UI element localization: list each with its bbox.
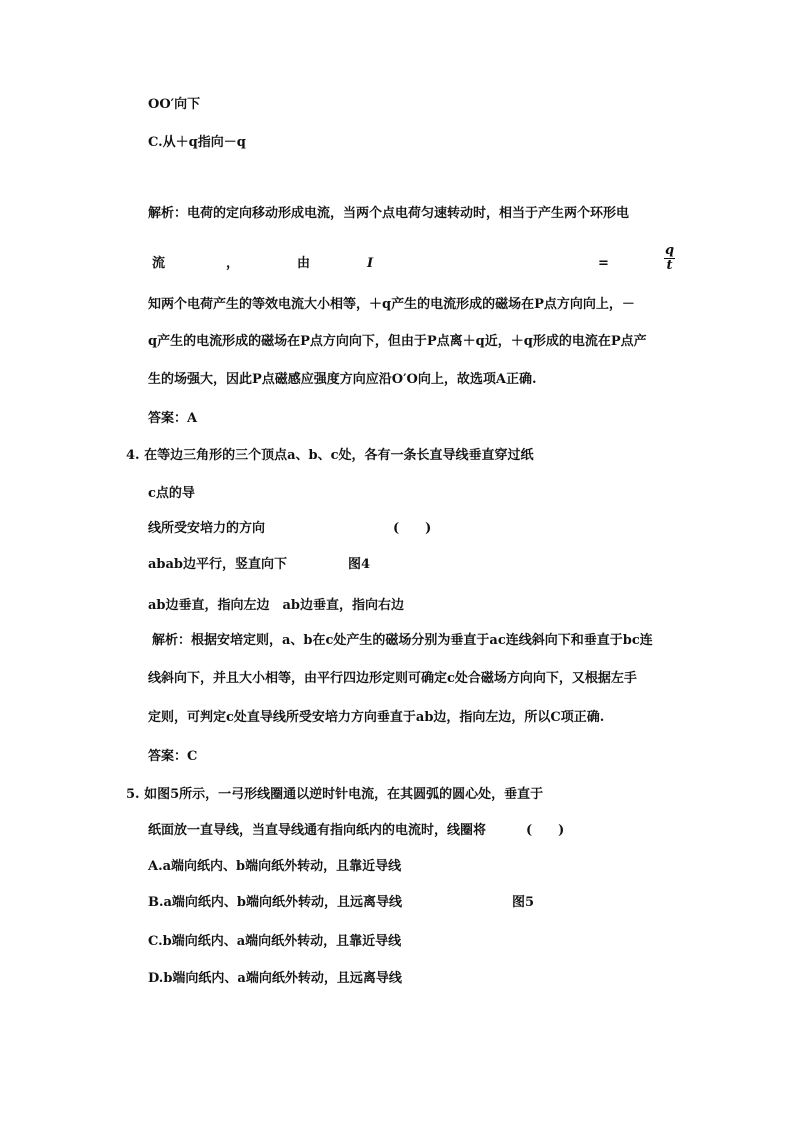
answer-blank: ( ) (526, 823, 565, 838)
option-line: ab边垂直，指向左边 ab边垂直，指向右边 (148, 598, 405, 613)
text-line: 线所受安培力的方向 (148, 521, 266, 536)
current-symbol: I (367, 256, 374, 271)
question-5: 5. 如图5所示，一弓形线圈通以逆时针电流，在其圆弧的圆心处，垂直于 (126, 787, 544, 802)
option-a: A.a端向纸内、b端向纸外转动，且靠近导线 (148, 859, 402, 874)
answer-blank: ( ) (393, 521, 432, 536)
question-4: 4. 在等边三角形的三个顶点a、b、c处，各有一条长直导线垂直穿过纸 (126, 448, 534, 463)
analysis-line: q产生的电流形成的磁场在P点方向向下，但由于P点离＋q近，＋q形成的电流在P点产 (148, 334, 647, 349)
analysis-line: 解析：电荷的定向移动形成电流，当两个点电荷匀速转动时，相当于产生两个环形电 (148, 206, 630, 221)
text-fragment: 由 (297, 256, 311, 271)
fraction-denominator: t (666, 258, 673, 273)
text-line: c点的导 (148, 486, 195, 501)
option-c: C.从＋q指向－q (148, 135, 246, 150)
text-fragment: ， (226, 256, 240, 271)
option-d: D.b端向纸内、a端向纸外转动，且远离导线 (148, 971, 402, 986)
analysis-line: 线斜向下，并且大小相等，由平行四边形定则可确定c处合磁场方向向下，又根据左手 (148, 671, 637, 686)
figure-label: 图5 (512, 895, 535, 910)
option-b: B.a端向纸内、b端向纸外转动，且远离导线 (148, 895, 403, 910)
answer-line: 答案：A (148, 411, 198, 426)
figure-label: 图4 (348, 557, 371, 572)
analysis-line: 解析：根据安培定则，a、b在c处产生的磁场分别为垂直于ac连线斜向下和垂直于bc连 (152, 633, 653, 648)
fraction (664, 244, 675, 273)
text-fragment: 流 (152, 256, 166, 271)
text-line: OO′向下 (148, 97, 201, 112)
option-line: abab边平行，竖直向下 (148, 557, 288, 572)
answer-line: 答案：C (148, 749, 198, 764)
equals-sign: = (598, 256, 609, 271)
fraction-numerator: q (665, 243, 675, 258)
analysis-line: 知两个电荷产生的等效电流大小相等，＋q产生的电流形成的磁场在P点方向向上，－ (148, 297, 635, 312)
analysis-line: 定则，可判定c处直导线所受安培力方向垂直于ab边，指向左边，所以C项正确. (148, 710, 605, 725)
option-c: C.b端向纸内、a端向纸外转动，且靠近导线 (148, 934, 402, 949)
text-line: 纸面放一直导线，当直导线通有指向纸内的电流时，线圈将 (148, 823, 487, 838)
analysis-line: 生的场强大，因此P点磁感应强度方向应沿O′O向上，故选项A正确. (148, 372, 537, 387)
